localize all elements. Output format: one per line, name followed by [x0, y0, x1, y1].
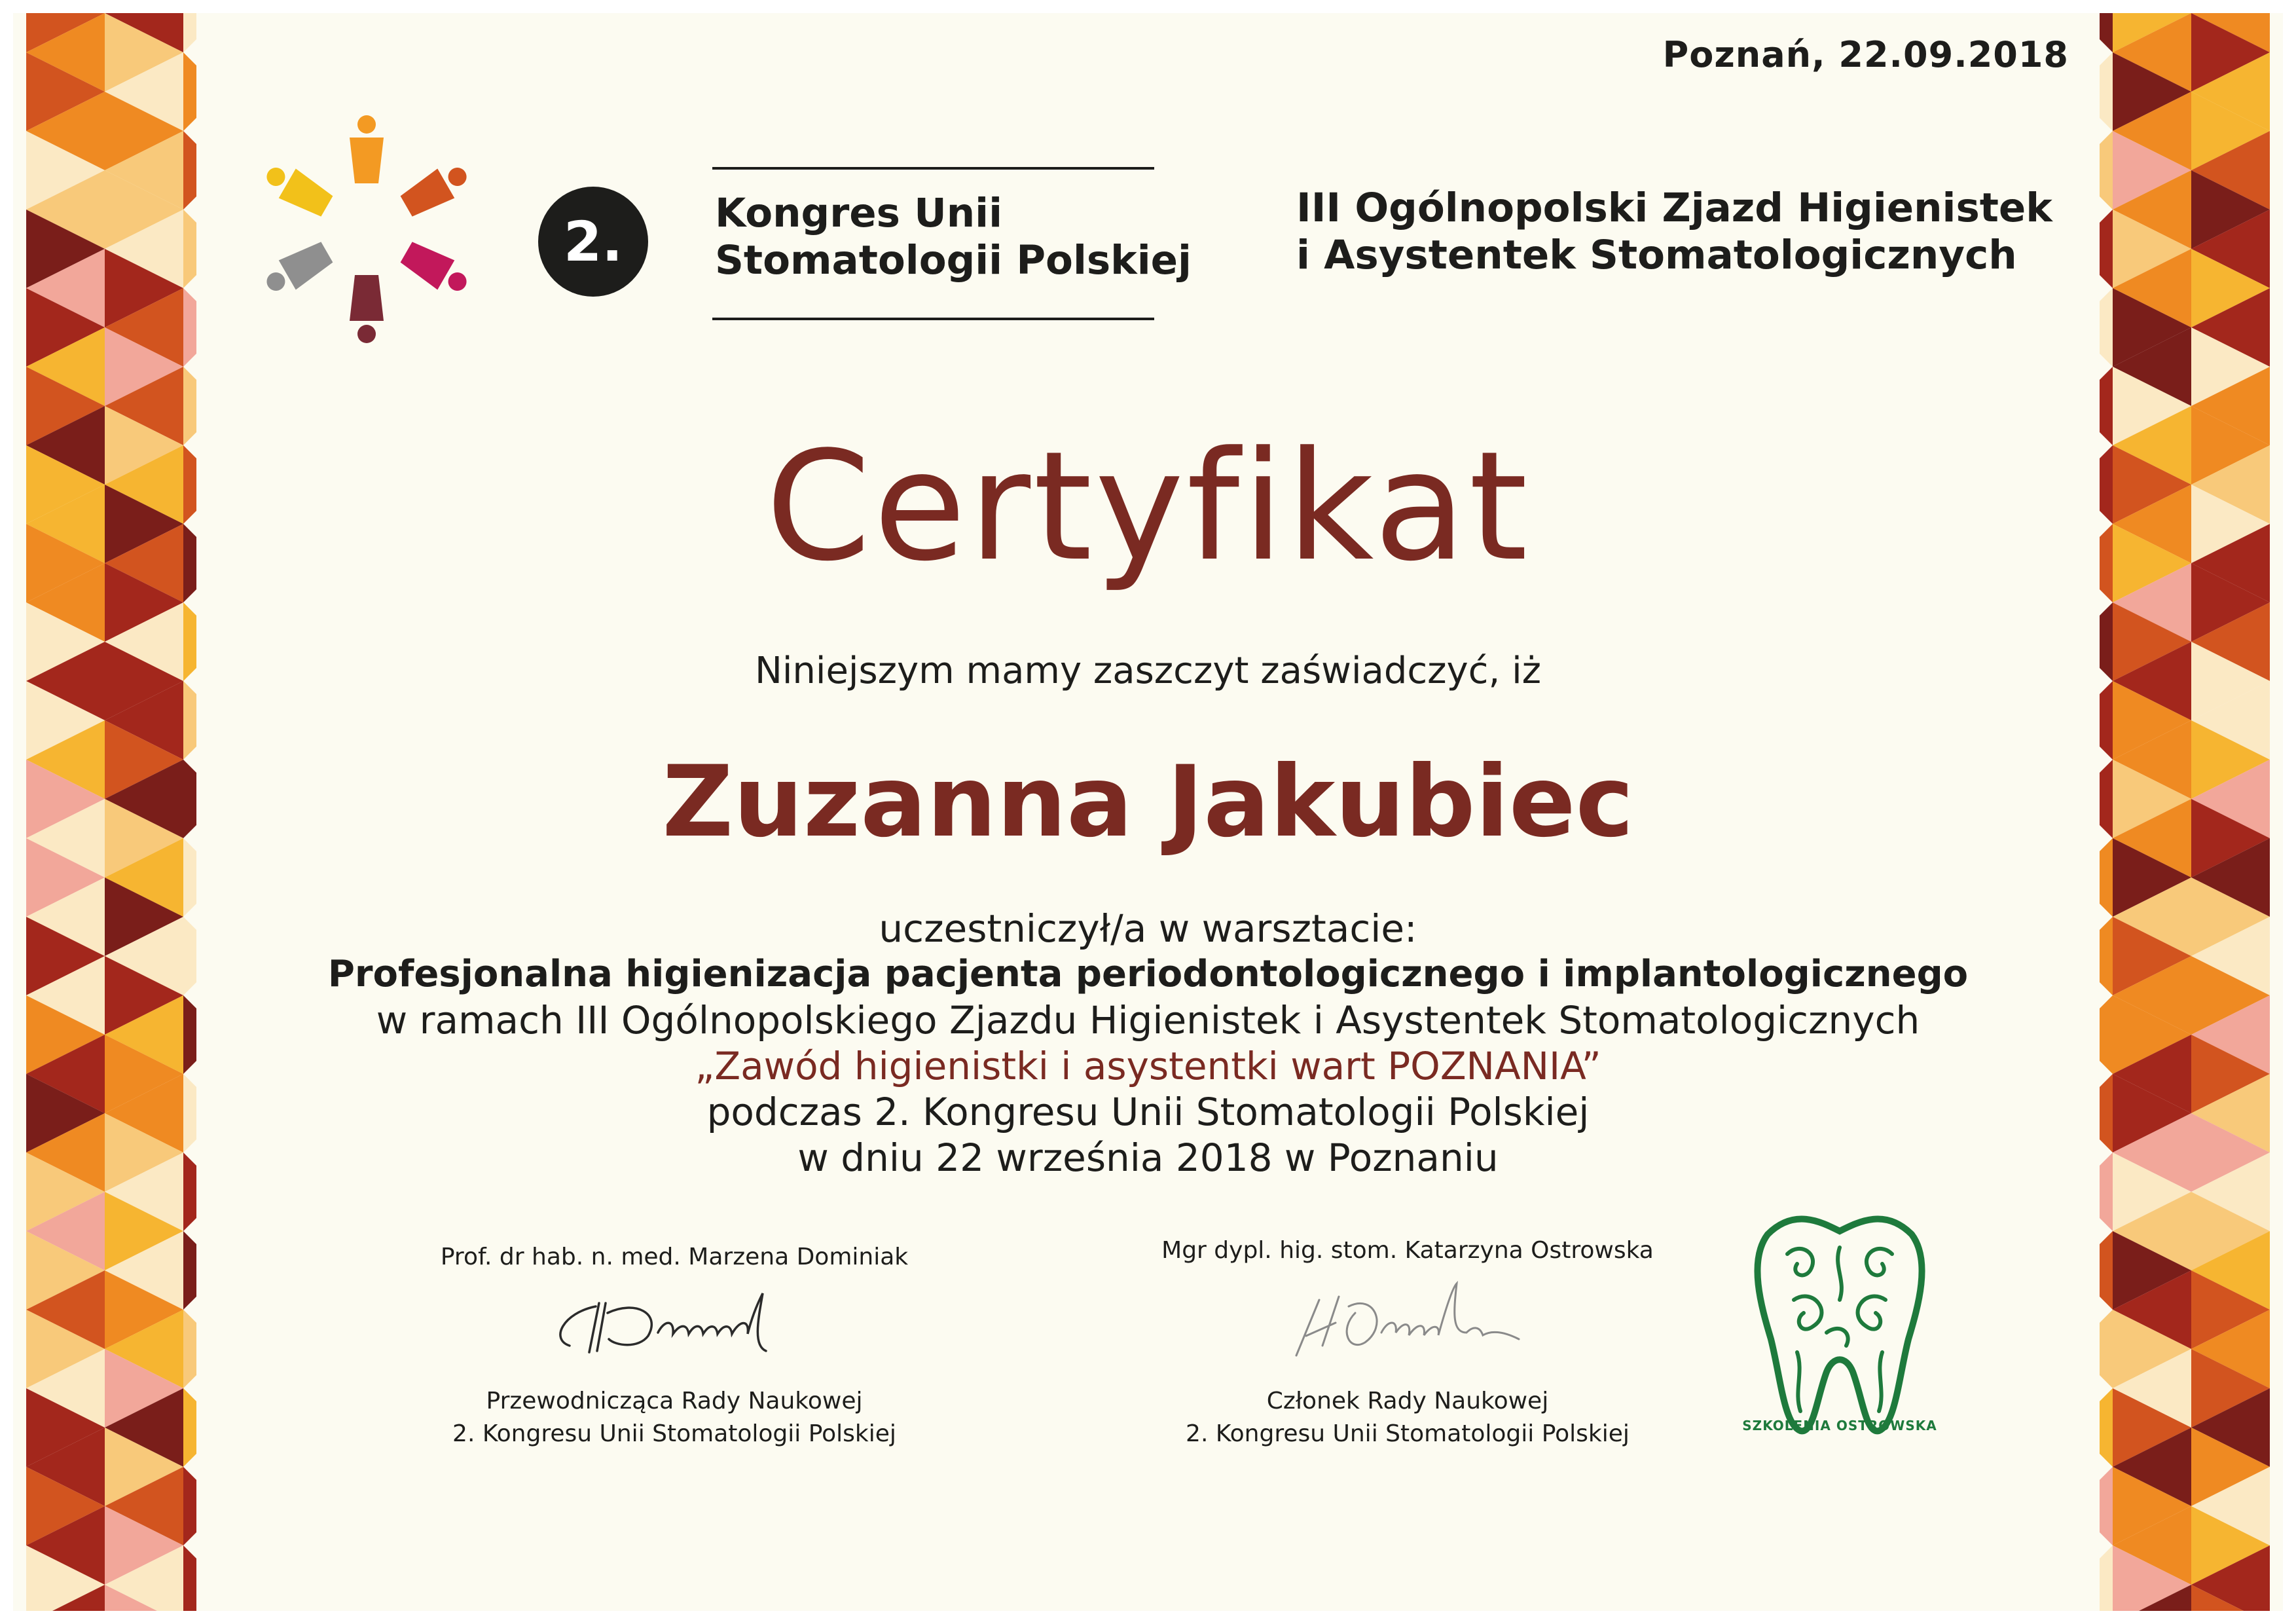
border-triangle — [2100, 52, 2113, 131]
signatory-role-line2: 2. Kongresu Unii Stomatologii Polskiej — [452, 1420, 896, 1447]
congress-number-badge: 2. — [538, 187, 648, 297]
border-triangle — [183, 288, 196, 367]
right-decorative-border — [2100, 13, 2270, 1611]
border-triangle — [183, 1231, 196, 1310]
border-triangle — [2100, 917, 2113, 995]
signatory-role-line2: 2. Kongresu Unii Stomatologii Polskiej — [1186, 1420, 1630, 1447]
border-triangle — [183, 838, 196, 917]
event-date-line: w dniu 22 września 2018 w Poznaniu — [797, 1135, 1499, 1180]
border-triangle — [2100, 995, 2113, 1074]
workshop-title: Profesjonalna higienizacja pacjenta periodontologicznego i implantologicznego — [327, 953, 1969, 995]
issue-date: Poznań, 22.09.2018 — [1662, 34, 2069, 75]
assembly-name-line1: III Ogólnopolski Zjazd Higienistek — [1296, 185, 2052, 231]
border-triangle — [2100, 1388, 2113, 1467]
assembly-name-line2: i Asystentek Stomatologicznych — [1296, 232, 2017, 278]
border-triangle — [2100, 1545, 2113, 1611]
border-triangle — [2100, 1153, 2113, 1231]
border-triangle — [183, 1074, 196, 1153]
border-triangle — [183, 1545, 196, 1611]
signatory-name: Mgr dypl. hig. stom. Katarzyna Ostrowska — [1161, 1237, 1654, 1264]
congress-name — [715, 190, 1192, 284]
border-triangle — [2100, 13, 2113, 52]
border-triangle — [183, 52, 196, 131]
border-triangle — [183, 1388, 196, 1467]
signature-block-right — [1113, 1234, 1702, 1450]
border-triangle — [2100, 288, 2113, 367]
border-triangle — [2100, 1310, 2113, 1388]
border-triangle — [2100, 210, 2113, 288]
border-triangle — [2100, 838, 2113, 917]
border-triangle — [183, 1310, 196, 1388]
title-rule-bottom — [712, 318, 1154, 320]
border-triangle — [2100, 445, 2113, 524]
border-triangle — [183, 210, 196, 288]
signatory-name: Prof. dr hab. n. med. Marzena Dominiak — [440, 1244, 909, 1270]
border-triangle — [2100, 760, 2113, 838]
border-triangle — [2100, 524, 2113, 602]
recipient-name: Zuzanna Jakubiec — [662, 745, 1634, 859]
assembly-name — [1296, 185, 2052, 279]
border-triangle — [183, 445, 196, 524]
border-triangle — [2100, 131, 2113, 210]
handwritten-signature-icon — [524, 1274, 825, 1378]
border-triangle — [2100, 1467, 2113, 1545]
border-triangle — [183, 1467, 196, 1545]
border-triangle — [183, 917, 196, 995]
border-triangle — [183, 13, 196, 52]
sponsor-logo-text: SZKOLENIA OSTROWSKA — [1742, 1418, 1937, 1433]
signatory-role-line1: Członek Rady Naukowej — [1266, 1388, 1549, 1414]
congress-name-line1: Kongres Unii — [715, 190, 1002, 236]
border-triangle — [183, 1153, 196, 1231]
border-triangle — [183, 995, 196, 1074]
border-triangle — [183, 681, 196, 760]
congress-line: podczas 2. Kongresu Unii Stomatologii Polskiej — [706, 1090, 1590, 1134]
event-motto: „Zawód higienistki i asystentki wart POZNANIA” — [695, 1044, 1601, 1088]
certificate-intro: Niniejszym mamy zaszczyt zaświadczyć, iż — [754, 650, 1542, 692]
participation-line: uczestniczył/a w warsztacie: — [879, 906, 1417, 951]
tooth-ornament-icon — [1741, 1208, 1938, 1444]
border-triangle — [2100, 1231, 2113, 1310]
congress-people-logo-icon — [255, 108, 478, 350]
signatory-role-line1: Przewodnicząca Rady Naukowej — [486, 1388, 863, 1414]
event-frame-line: w ramach III Ogólnopolskiego Zjazdu Higienistek i Asystentek Stomatologicznych — [376, 998, 1920, 1043]
border-triangle — [183, 367, 196, 445]
handwritten-signature-icon — [1257, 1267, 1558, 1378]
certificate-title: Certyfikat — [765, 420, 1531, 595]
border-triangle — [183, 131, 196, 210]
border-triangle — [2100, 602, 2113, 681]
border-triangle — [183, 602, 196, 681]
border-triangle — [2100, 367, 2113, 445]
title-rule-top — [712, 167, 1154, 170]
signature-block-left — [386, 1241, 962, 1450]
border-triangle — [183, 760, 196, 838]
congress-name-line2: Stomatologii Polskiej — [715, 237, 1192, 284]
border-triangle — [2100, 681, 2113, 760]
left-decorative-border — [26, 13, 196, 1611]
border-triangle — [2100, 1074, 2113, 1153]
border-triangle — [183, 524, 196, 602]
